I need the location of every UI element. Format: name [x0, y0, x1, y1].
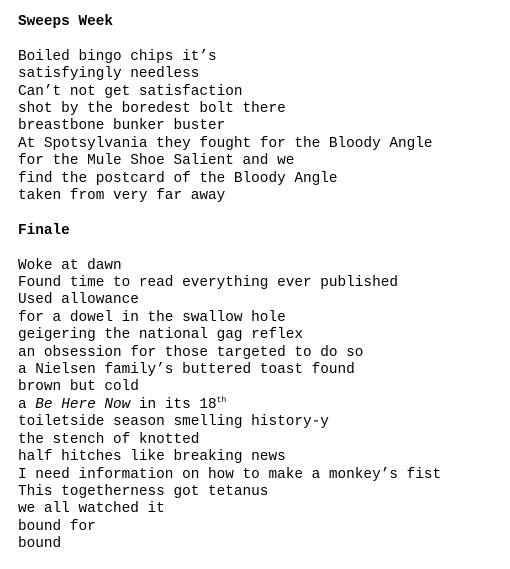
poem-line: for the Mule Shoe Salient and we	[18, 153, 295, 170]
poem-line: Can’t not get satisfaction	[18, 83, 243, 100]
poem-line: we all watched it	[18, 501, 165, 518]
poem-line: an obsession for those targeted to do so	[18, 344, 364, 361]
poem-line: Woke at dawn	[18, 257, 122, 274]
section-finale	[18, 223, 504, 554]
poem-line: geigering the national gag reflex	[18, 327, 303, 344]
spacer	[18, 240, 504, 257]
poem-line: Used allowance	[18, 292, 139, 309]
poem-line: taken from very far away	[18, 188, 226, 205]
poem-line: I need information on how to make a monkey’s fist	[18, 466, 442, 483]
book-title: Be Here Now	[35, 396, 131, 413]
section-title: Sweeps Week	[18, 14, 113, 30]
spacer	[18, 31, 504, 48]
poem-line: breastbone bunker buster	[18, 118, 226, 135]
poem-line: This togetherness got tetanus	[18, 483, 269, 500]
poem-line: satisfyingly needless	[18, 66, 200, 83]
poem-line-with-title	[18, 397, 504, 414]
poem-line: brown but cold	[18, 379, 139, 396]
poem-line: half hitches like breaking news	[18, 449, 286, 466]
poem-line: Boiled bingo chips it’s	[18, 48, 217, 65]
poem-page	[18, 14, 504, 554]
poem-line: toiletside season smelling history-y	[18, 414, 329, 431]
poem-line: find the postcard of the Bloody Angle	[18, 170, 338, 187]
spacer	[18, 205, 504, 222]
poem-line: Found time to read everything ever published	[18, 275, 398, 292]
poem-line: shot by the boredest bolt there	[18, 101, 286, 118]
poem-line: a Nielsen family’s buttered toast found	[18, 362, 355, 379]
poem-line: for a dowel in the swallow hole	[18, 309, 286, 326]
line-prefix: a	[18, 396, 36, 413]
section-sweeps-week	[18, 14, 504, 205]
ordinal-superscript: th	[216, 395, 227, 405]
poem-line: the stench of knotted	[18, 431, 200, 448]
poem-line: bound for	[18, 518, 96, 535]
poem-line: bound	[18, 536, 62, 553]
section-title: Finale	[18, 222, 70, 239]
poem-line: At Spotsylvania they fought for the Bloody Angle	[18, 135, 433, 152]
line-middle: in its 18	[130, 396, 217, 413]
